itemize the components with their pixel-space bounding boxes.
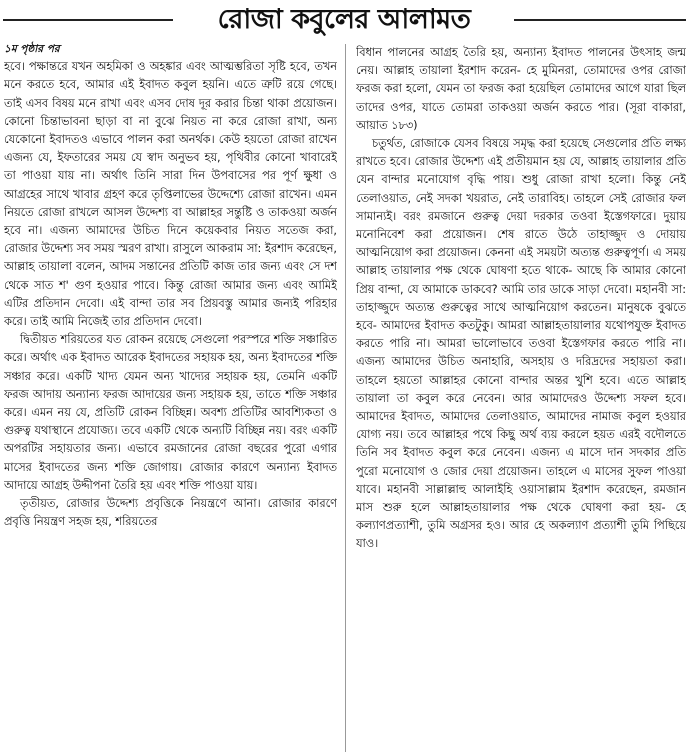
paragraph: দ্বিতীয়ত শরিয়তের যত রোকন রয়েছে সেগুলো পরস্পরে শক্তি সঞ্চারিত করে। অর্থাৎ এক ইবাদত আরেক ইবাদতের সহায়ক হয়, অন্য ইবাদতের শক্তি সঞ্চার করে। একটি খাদ্য যেমন অন্য খাদ্যের সহায়ক হয়, তেমনি একটি ফরজ আদায় অন্যান্য ফরজ আদায়ের জন্য সহায়ক হয়, তাতে শক্তি সঞ্চার করে। এমন নয় যে, প্রতিটি রোকন বিচ্ছিন্ন। অবশ্য প্রতিটির আবশ্যিকতা ও গুরুত্ব যথাস্থানে প্রযোজ্য। তবে একটি থেকে অন্যটি বিচ্ছিন্ন নয়। বরং একটি অপরটির সহায়তার জন্য। এভাবে রমজানের রোজা বছরের পুরো এগার মাসের ইবাদতের জন্য শক্তি জোগায়। রোজার কারণে অন্যান্য ইবাদত আদায়ে আগ্রহ উদ্দীপনা তৈরি হয় এবং শক্তি পাওয়া যায়। bbox=[4, 333, 337, 492]
right-column bbox=[356, 44, 686, 756]
headline-rule-right bbox=[514, 19, 686, 21]
column-divider bbox=[345, 44, 346, 752]
paragraph: তৃতীয়ত, রোজার উদ্দেশ্য প্রবৃত্তিকে নিয়ন্ত্রণে আনা। রোজার কারণে প্রবৃত্তি নিয়ন্ত্রণ সহজ হয়, শরিয়তের bbox=[4, 497, 337, 529]
paragraph: হবে। পক্ষান্তরে যখন অহমিকা ও অহঙ্কার এবং আত্মম্ভরিতা সৃষ্টি হবে, তখন মনে করতে হবে, আমার এই ইবাদত কবুল হয়নি। এতে ত্রুটি রয়ে গেছে। তাই এসব বিষয় মনে রাখা এবং এসব দোষ দূর করার চিন্তা থাকা প্রয়োজন। কোনো চিন্তাভাবনা ছাড়া বা না বুঝে নিয়ত না করে রোজা রাখা, অন্য যেকোনো ইবাদতও এভাবে পালন করা অনর্থক। কেউ হয়তো রোজা রাখেন এজন্য যে, ইফতারের সময় যে স্বাদ অনুভব হয়, পৃথিবীর কোনো খাবারেই তা পাওয়া যায় না। অর্থাৎ তিনি সারা দিন উপবাসের পর পূর্ণ ক্ষুধা ও আগ্রহের সাথে খাবার গ্রহণ করে তৃপ্তিলাভের উদ্দেশ্যে রোজা রাখেন। এমন নিয়তে রোজা রাখলে আসল উদ্দেশ্য বা আল্লাহর সন্তুষ্টি ও তাকওয়া অর্জন হবে না। এজন্য আমাদের উচিত দিনে কয়েকবার নিয়ত সতেজ করা, রোজার উদ্দেশ্য সব সময় স্মরণ রাখা। রাসুলে আকরাম সা: ইরশাদ করেছেন, আল্লাহ তায়ালা বলেন, আদম সন্তানের প্রতিটি কাজ তার জন্য এবং সে দশ থেকে সাত শ' গুণ হওয়ার পাবে। কিন্তু রোজা আমার জন্য এবং আমিই এটির প্রতিদান দেবো। এই বান্দা তার সব প্রিয়বস্তু আমার জন্যই পরিহার করে। তাই আমি নিজেই তার প্রতিদান দেবো। bbox=[4, 60, 337, 329]
left-column bbox=[4, 40, 337, 752]
headline-bar bbox=[0, 0, 689, 40]
paragraph: চতুর্থত, রোজাকে যেসব বিষয়ে সমৃদ্ধ করা হয়েছে সেগুলোর প্রতি লক্ষ্য রাখতে হবে। রোজার উদ্দেশ্য এই প্রতীয়মান হয় যে, আল্লাহ তায়ালার প্রতি যেন বান্দার মনোযোগ বৃদ্ধি পায়। শুধু রোজা রাখা হলো। কিন্তু নেই তেলাওয়াত, নেই সদকা খয়রাত, নেই তারাবিহ। তাহলে সেই রোজার ফল সামান্যই। বরং রমজানে গুরুত্ব দেয়া দরকার তওবা ইস্তেগফারে। দুয়ায় মনোনিবেশ করা প্রয়োজন। শেষ রাতে উঠে তাহাজ্জুদ ও দোয়ায় আত্মনিয়োগ করা প্রয়োজন। কেননা এই সময়টা অত্যন্ত গুরুত্বপূর্ণ। এ সময় আল্লাহ তায়ালার পক্ষ থেকে ঘোষণা হতে থাকে- আছে কি আমার কোনো প্রিয় বান্দা, যে আমাকে ডাকবে? আমি তার ডাকে সাড়া দেবো। মহানবী সা: তাহাজ্জুদে অত্যন্ত গুরুত্বের সাথে আত্মনিয়োগ করতেন। মানুষকে বুঝতে হবে- আমাদের ইবাদত কতটুকু। আমরা আল্লাহতায়ালার যথোপযুক্ত ইবাদত করতে পারি না। আমরা ভালোভাবে তওবা ইস্তেগফার করতে পারি না। এজন্য আমাদের উচিত অনাহারি, অসহায় ও দরিদ্রদের সহায়তা করা। তাহলে হয়তো আল্লাহর কোনো বান্দার অন্তর খুশি হবে। এতে আল্লাহ তায়ালা তা কবুল করে নেবেন। আর আমাদেরও উদ্দেশ্য সফল হবে। আমাদের ইবাদত, আমাদের তেলাওয়াত, আমাদের নামাজ কবুল হওয়ার যোগ্য নয়। তবে আল্লাহর পথে কিছু অর্থ ব্যয় করলে হয়ত এরই বদৌলতে তিনি সব ইবাদত কবুল করে নেবেন। এজন্য এ মাসে দান সদকার প্রতি পুরো মনোযোগ ও জোর দেয়া প্রয়োজন। তাহলে এ মাসের সুফল পাওয়া যাবে। মহানবী সাল্লাল্লাহু আলাইহি ওয়াসাল্লাম ইরশাদ করেছেন, রমজান মাস শুরু হলে আল্লাহতায়ালার পক্ষ থেকে ঘোষণা করা হয়- হে কল্যাণপ্রত্যাশী, তুমি অগ্রসর হও। আর হে অকল্যাণ প্রত্যাশী তুমি পিছিয়ে যাও। bbox=[356, 137, 686, 551]
article-title: রোজা কবুলের আলামত bbox=[217, 4, 471, 35]
continuation-label: ১ম পৃষ্ঠার পর bbox=[4, 43, 60, 55]
paragraph: বিধান পালনের আগ্রহ তৈরি হয়, অন্যান্য ইবাদত পালনের উৎসাহ জন্ম নেয়। আল্লাহ তায়ালা ইরশাদ করেন- হে মুমিনরা, তোমাদের ওপর রোজা ফরজ করা হলো, যেমন তা ফরজ করা হয়েছিল তোমাদের আগে যারা ছিল তাদের ওপর, যাতে তোমরা তাকওয়া অর্জন করতে পার। (সূরা বাকারা, আয়াত ১৮৩) bbox=[356, 46, 686, 132]
headline-rule-left bbox=[3, 19, 173, 21]
